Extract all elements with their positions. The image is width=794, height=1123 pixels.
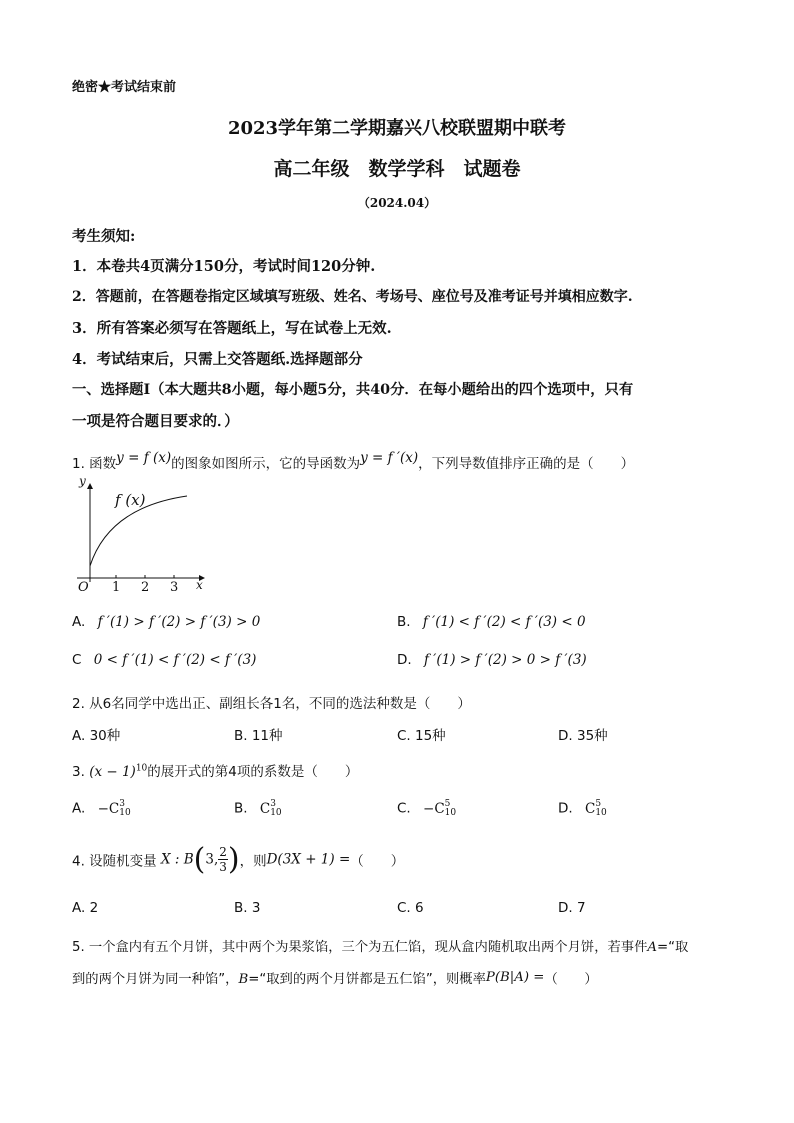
x-tick-1: 1 xyxy=(112,580,121,595)
exam-title: 2023学年第二学期嘉兴八校联盟期中联考 xyxy=(227,118,567,139)
notice-item: 2．答题前，在答题卷指定区域填写班级、姓名、考场号、座位号及准考证号并填相应数字. xyxy=(72,289,633,305)
question-5-cont: 到的两个月饼为同一种馅”，B=“取到的两个月饼都是五仁馅”，则概率P(B|A) =（ ） xyxy=(72,970,598,987)
question-1 xyxy=(72,452,634,472)
q2-option-a[interactable]: A. 30种 xyxy=(72,728,121,744)
question-4: 4. 设随机变量 X : B(3, $\frac{2}{3}$ )，则D(3X + 1) =（ ） xyxy=(72,842,405,877)
q1-option-c[interactable]: C 0 < f ′(1) < f ′(2) < f ′(3) xyxy=(72,652,257,668)
q4-option-b[interactable]: B. 3 xyxy=(234,900,261,916)
q3-option-a[interactable]: A. −C 3 10 xyxy=(72,799,131,818)
notice-item: 4．考试结束后，只需上交答题纸.选择题部分 xyxy=(72,351,363,368)
q1-tail: ，下列导数值排序正确的是（ ） xyxy=(418,456,635,472)
q1-function: y = f (x) xyxy=(116,450,172,466)
question-3: 3. $(x - 1)^{10}$的展开式的第4项的系数是（ ） xyxy=(72,763,359,780)
q4-option-c[interactable]: C. 6 xyxy=(397,900,424,916)
section-heading-cont: 一项是符合题目要求的．） xyxy=(72,413,239,430)
exam-date: （2024.04） xyxy=(357,196,437,210)
q2-option-b[interactable]: B. 11种 xyxy=(234,728,283,744)
exam-subtitle: 高二年级 数学学科 试题卷 xyxy=(273,158,521,180)
q3-option-c[interactable]: C. −C 5 10 xyxy=(397,799,457,818)
q3-expression: (x − 1) xyxy=(89,764,136,780)
question-2: 2. 从6名同学中选出正、副组长各1名，不同的选法种数是（ ） xyxy=(72,696,471,712)
section-heading: 一、选择题Ⅰ（本大题共8小题，每小题5分，共40分．在每小题给出的四个选项中，只有 xyxy=(72,382,634,398)
origin-label: O xyxy=(78,580,89,595)
q2-option-d[interactable]: D. 35种 xyxy=(558,728,608,744)
notice-item: 3．所有答案必须写在答题纸上，写在试卷上无效. xyxy=(72,320,392,337)
x-axis-label: x xyxy=(196,578,203,592)
q1-option-a[interactable]: A. f ′(1) > f ′(2) > f ′(3) > 0 xyxy=(72,614,261,630)
y-axis-label: y xyxy=(79,474,86,488)
q1-text: 的图象如图所示，它的导函数为 xyxy=(171,456,361,472)
q1-number: 1. 函数 xyxy=(72,456,117,472)
q5-probability: P(B|A) = xyxy=(485,970,545,985)
q1-derivative: y = f ′(x) xyxy=(360,450,419,466)
q4-option-a[interactable]: A. 2 xyxy=(72,900,99,916)
q3-option-d[interactable]: D. C 5 10 xyxy=(558,799,607,818)
q3-option-b[interactable]: B. C 3 10 xyxy=(234,799,282,818)
question-5: 5. 一个盒内有五个月饼，其中两个为果浆馅，三个为五仁馅，现从盒内随机取出两个月饼，若事件A=“取 xyxy=(72,940,689,955)
confidential-label: 绝密★考试结束前 xyxy=(72,80,177,95)
q1-option-b[interactable]: B. f ′(1) < f ′(2) < f ′(3) < 0 xyxy=(397,614,586,630)
q1-option-d[interactable]: D. f ′(1) > f ′(2) > 0 > f ′(3) xyxy=(397,652,587,668)
x-tick-3: 3 xyxy=(170,580,179,595)
notice-heading: 考生须知: xyxy=(72,228,136,245)
x-tick-2: 2 xyxy=(141,580,150,595)
notice-item: 1．本卷共4页满分150分，考试时间120分钟. xyxy=(72,258,376,275)
q2-option-c[interactable]: C. 15种 xyxy=(397,728,446,744)
curve-label: f (x) xyxy=(115,491,146,509)
q4-option-d[interactable]: D. 7 xyxy=(558,900,586,916)
